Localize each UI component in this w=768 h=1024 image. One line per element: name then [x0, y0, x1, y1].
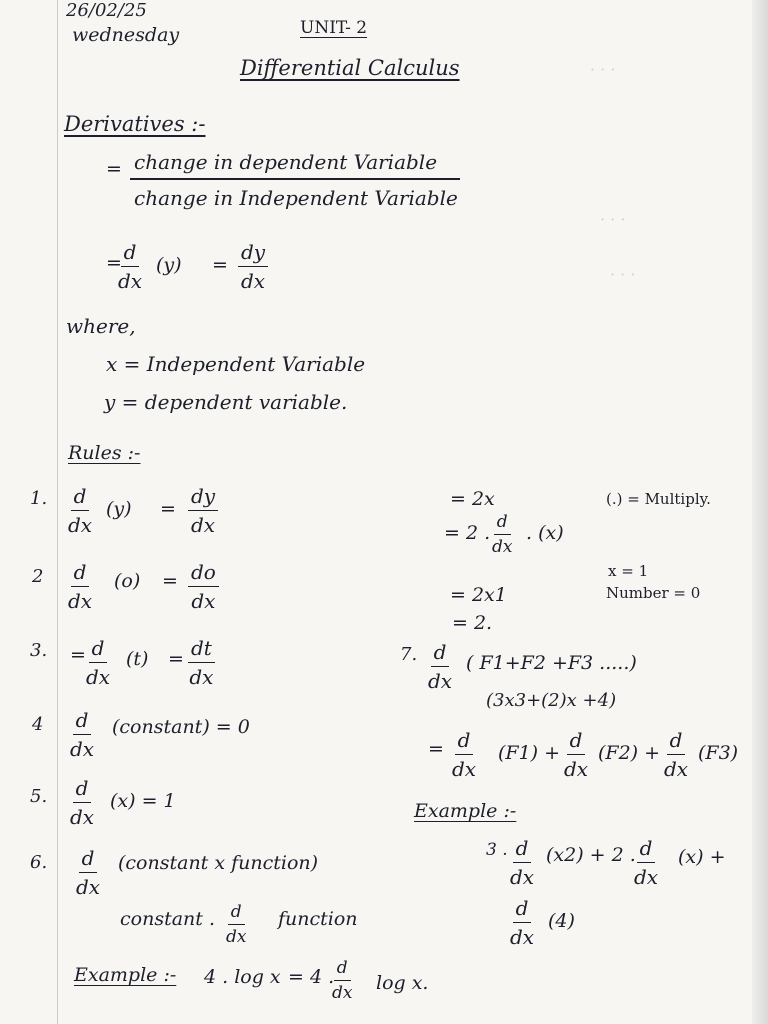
multiply-note: (.) = Multiply.	[606, 490, 711, 508]
header-date: 26/02/25	[66, 0, 147, 21]
derivative-operator: $\frac{d}{dx}$	[510, 896, 535, 949]
page-title: Differential Calculus	[240, 56, 460, 80]
sum-term: (F3)	[698, 742, 739, 764]
step-line: = 2x1	[450, 584, 507, 606]
rule-number: 3.	[30, 640, 48, 661]
derivative-operator: $\frac{d}{dx}$	[510, 836, 535, 889]
derivative-operator: $\frac{d}{dx}$	[564, 728, 589, 781]
example-heading: Example :-	[414, 800, 517, 822]
rule-argument: (constant) = 0	[112, 716, 250, 738]
rule-number: 1.	[30, 488, 48, 509]
derivative-operator: $\frac{d}{dx}$	[634, 836, 659, 889]
step-line: = 2x	[450, 488, 495, 510]
equals-sign: =	[70, 644, 86, 666]
x-definition: x = Independent Variable	[106, 352, 366, 376]
example-rhs: log x.	[376, 972, 429, 994]
rule-note: x = 1	[608, 562, 649, 580]
y-definition: y = dependent variable.	[104, 390, 348, 414]
rule-number: 4	[32, 714, 44, 735]
page-edge	[752, 0, 768, 1024]
step-line: . (x)	[526, 522, 564, 544]
fraction-numerator: change in dependent Variable	[134, 150, 438, 174]
bleed-through-mark: · · ·	[610, 265, 636, 284]
step-line: = 2 .	[444, 522, 491, 544]
derivative-operator: $\frac{d}{dx}$	[70, 708, 95, 761]
constant-label: constant .	[120, 908, 215, 930]
rule-note: Number = 0	[606, 584, 701, 602]
derivative-operator: $\frac{d}{dx}$	[452, 728, 477, 781]
step-line: = 2.	[452, 612, 493, 634]
sum-term: (F1) +	[498, 742, 561, 764]
derivatives-heading: Derivatives :-	[64, 112, 206, 136]
rule-argument: ( F1+F2 +F3 .....)	[466, 652, 637, 674]
unit-label: UNIT- 2	[300, 18, 368, 38]
header-day: wednesday	[72, 24, 180, 46]
rule-number: 6.	[30, 852, 48, 873]
rule-argument: (x) = 1	[110, 790, 176, 812]
y-term: (y)	[156, 254, 182, 276]
derivative-operator: $\frac{d}{dx}$	[70, 776, 95, 829]
rule-argument: (y)	[106, 498, 132, 520]
where-label: where,	[66, 314, 136, 338]
function-label: function	[278, 908, 358, 930]
rule-argument: (t)	[126, 648, 149, 670]
derivative-operator: $\frac{d}{dx}$	[68, 560, 93, 613]
rule-number: 5.	[30, 786, 48, 807]
equals-sign: =	[106, 252, 122, 274]
margin-line	[57, 0, 58, 1024]
rule-polynomial: (3x3+(2)x +4)	[486, 690, 617, 711]
dy-dx-fraction: $\frac{dy}{dx}$	[238, 240, 268, 293]
equals-sign: = 4 .	[288, 966, 335, 988]
derivative-operator: $\frac{d}{dx}$	[332, 958, 353, 1003]
example-step: (x) +	[678, 846, 726, 868]
rule-result-fraction: $\frac{dt}{dx}$	[189, 636, 214, 689]
derivative-operator: $\frac{d}{dx}$	[76, 846, 101, 899]
fraction-denominator: change in Independent Variable	[134, 186, 458, 210]
rule-argument: (constant x function)	[118, 852, 319, 874]
derivative-operator: $\frac{d}{dx}$	[86, 636, 111, 689]
rule-argument: (o)	[114, 570, 141, 592]
equals-sign: =	[212, 254, 228, 276]
equals-sign: =	[162, 570, 178, 592]
example-lhs: 4 . log x	[204, 966, 281, 988]
rule-number: 7.	[400, 644, 418, 665]
sum-term: (F2) +	[598, 742, 661, 764]
equals-sign: =	[428, 738, 444, 760]
derivative-operator: $\frac{d}{dx}$	[68, 484, 93, 537]
example-step: (4)	[548, 910, 575, 932]
fraction-bar	[130, 178, 460, 180]
example-step: (x2) + 2 .	[546, 844, 636, 866]
bleed-through-mark: · · ·	[590, 60, 616, 79]
derivative-operator: $\frac{d}{dx}$	[226, 902, 247, 947]
rule-number: 2	[32, 566, 44, 587]
bleed-through-mark: · · ·	[600, 210, 626, 229]
example-step: 3 .	[486, 840, 508, 860]
example-heading: Example :-	[74, 964, 177, 986]
derivative-operator: $\frac{d}{dx}$	[664, 728, 689, 781]
rule-result-fraction: $\frac{dy}{dx}$	[188, 484, 218, 537]
rules-heading: Rules :-	[68, 442, 141, 464]
equals-sign: =	[160, 498, 176, 520]
equals-sign: =	[168, 648, 184, 670]
derivative-operator: $\frac{d}{dx}$	[428, 640, 453, 693]
derivative-operator: $\frac{d}{dx}$	[492, 512, 513, 557]
rule-result-fraction: $\frac{do}{dx}$	[188, 560, 219, 613]
equals-sign: =	[106, 158, 122, 180]
derivative-operator: $\frac{d}{dx}$	[118, 240, 143, 293]
